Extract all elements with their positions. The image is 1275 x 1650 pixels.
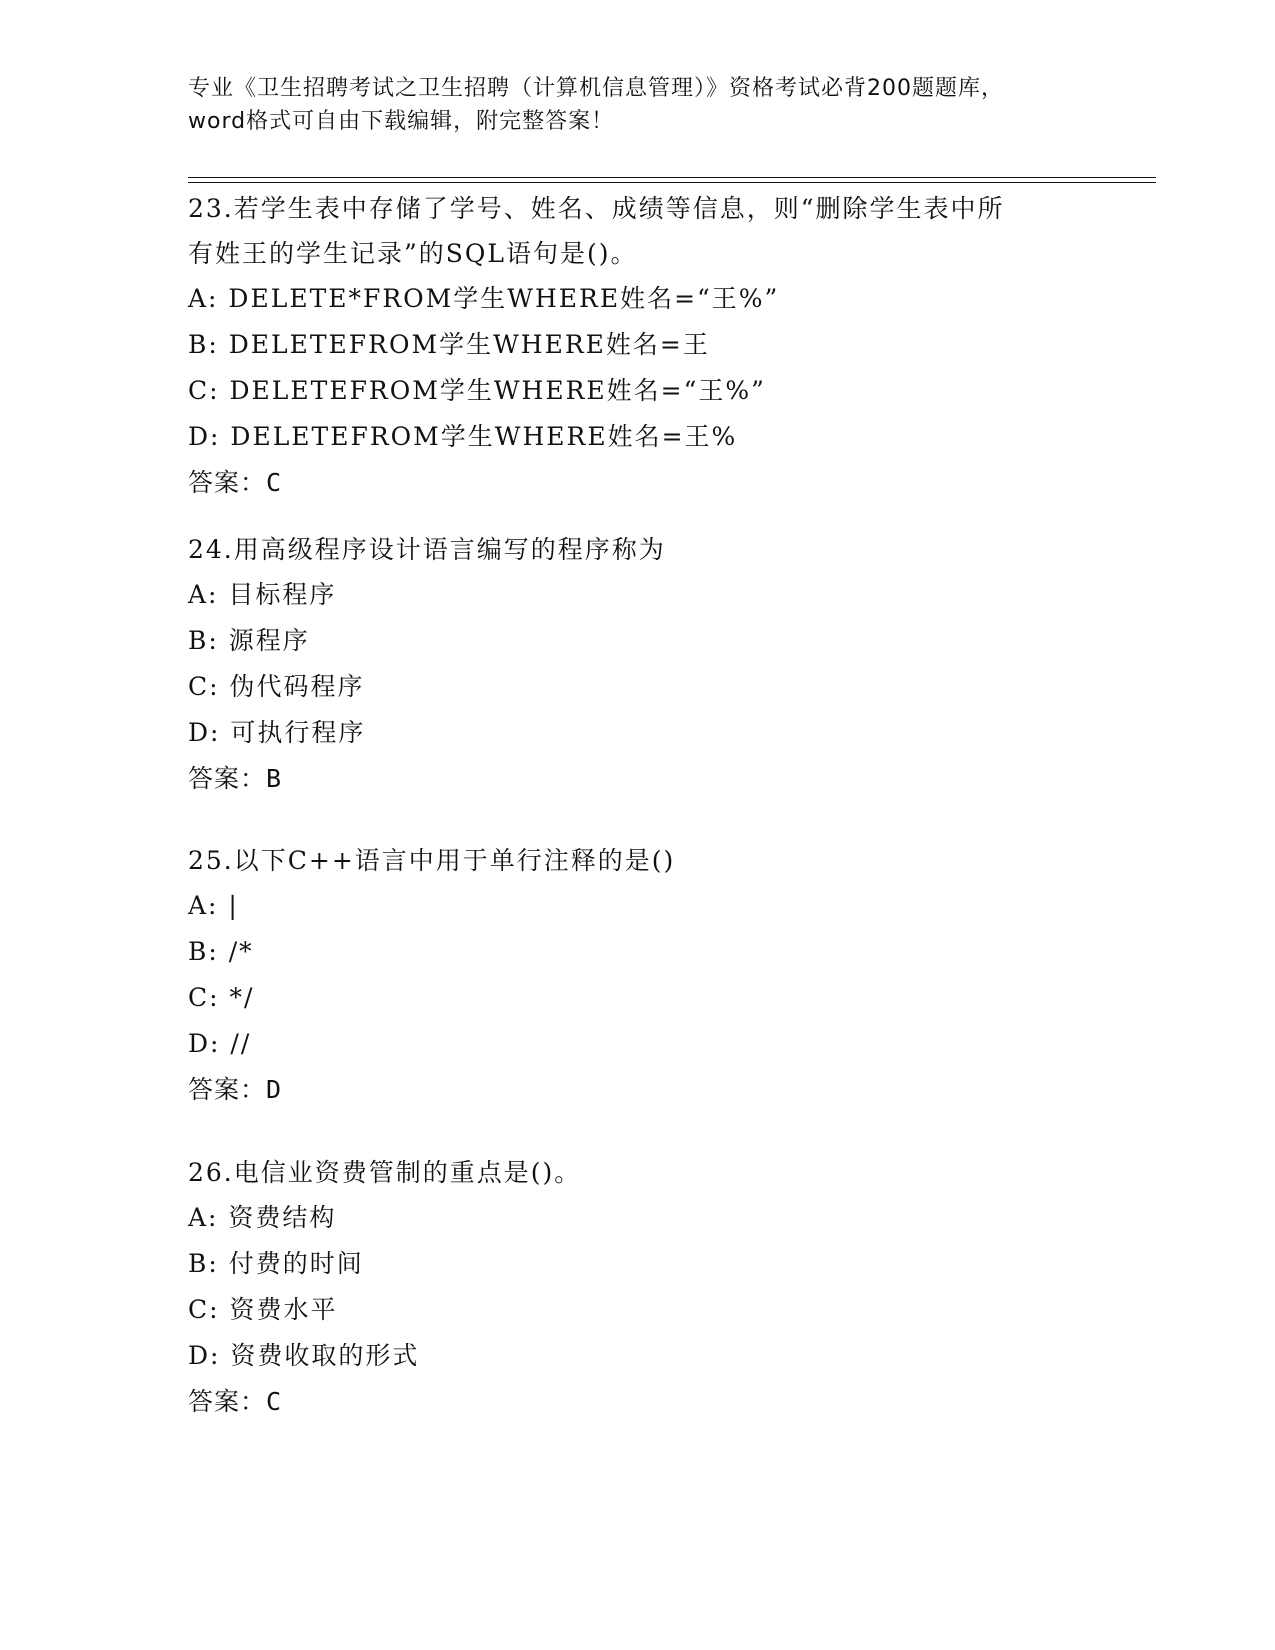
answer-label: 答案： (188, 764, 267, 793)
question-stem-line-1: 26.电信业资费管制的重点是()。 (188, 1158, 582, 1187)
header-rule-bottom (188, 182, 1156, 183)
option-a: A: 目标程序 (188, 580, 337, 609)
option-c: C: */ (188, 983, 255, 1012)
option-c: C: DELETEFROM学生WHERE姓名=“王%” (188, 376, 766, 405)
answer-value: C (266, 1387, 283, 1416)
option-d: D: 资费收取的形式 (188, 1341, 420, 1370)
answer-line (188, 756, 1088, 802)
option-b: B: DELETEFROM学生WHERE姓名=王 (188, 330, 710, 359)
answer-line (188, 1379, 1088, 1425)
answer-value: D (266, 1075, 283, 1104)
option-c: C: 伪代码程序 (188, 672, 365, 701)
question-stem-line-1: 25.以下C++语言中用于单行注释的是() (188, 846, 676, 875)
question-23 (188, 186, 1088, 506)
question-stem-line-1: 23.若学生表中存储了学号、姓名、成绩等信息，则“删除学生表中所 (188, 194, 1005, 223)
answer-value: B (266, 764, 283, 793)
header-line-2: word格式可自由下载编辑，附完整答案！ (188, 109, 615, 134)
question-stem-line-1: 24.用高级程序设计语言编写的程序称为 (188, 535, 666, 564)
option-b: B: 源程序 (188, 626, 310, 655)
option-d: D: // (188, 1029, 252, 1058)
option-a: A: | (188, 891, 239, 920)
document-header (188, 72, 1088, 138)
option-b: B: /* (188, 937, 254, 966)
answer-label: 答案： (188, 468, 267, 497)
question-25 (188, 838, 1088, 1113)
option-b: B: 付费的时间 (188, 1249, 364, 1278)
question-26 (188, 1150, 1088, 1425)
answer-line (188, 1067, 1088, 1113)
answer-line (188, 460, 1088, 506)
option-c: C: 资费水平 (188, 1295, 338, 1324)
header-line-1: 专业《卫生招聘考试之卫生招聘（计算机信息管理）》资格考试必背200题题库， (188, 76, 1004, 101)
option-d: D: 可执行程序 (188, 718, 366, 747)
option-a: A: DELETE*FROM学生WHERE姓名=“王%” (188, 284, 780, 313)
header-rule-top (188, 177, 1156, 178)
option-d: D: DELETEFROM学生WHERE姓名=王% (188, 422, 738, 451)
option-a: A: 资费结构 (188, 1203, 337, 1232)
answer-value: C (266, 468, 283, 497)
question-stem-line-2: 有姓王的学生记录”的SQL语句是()。 (188, 239, 638, 268)
answer-label: 答案： (188, 1075, 267, 1104)
answer-label: 答案： (188, 1387, 267, 1416)
question-24 (188, 527, 1088, 802)
